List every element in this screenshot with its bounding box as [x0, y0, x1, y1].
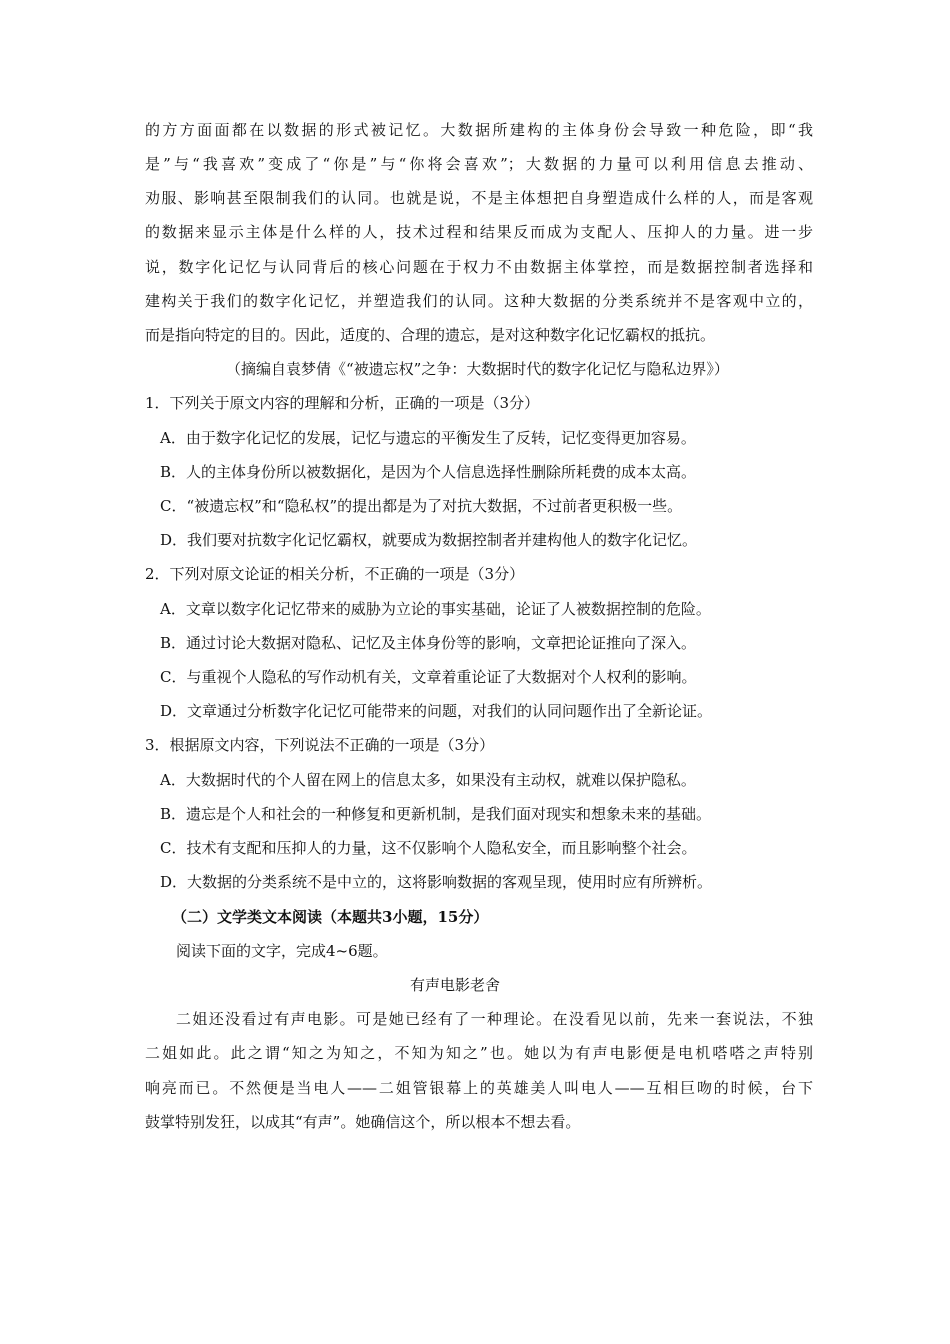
question-option: B．通过讨论大数据对隐私、记忆及主体身份等的影响，文章把论证推向了深入。 — [160, 634, 697, 652]
question-option: C．与重视个人隐私的写作动机有关，文章着重论证了大数据对个人权利的影响。 — [160, 668, 697, 686]
source-citation: （摘编自袁梦倩《“被遗忘权”之争：大数据时代的数字化记忆与隐私边界》） — [226, 360, 729, 378]
passage-line: 建构关于我们的数字化记忆，并塑造我们的认同。这种大数据的分类系统并不是客观中立的， — [145, 292, 813, 310]
question-option: D．文章通过分析数字化记忆可能带来的问题，对我们的认同问题作出了全新论证。 — [160, 702, 713, 720]
question-stem: 2．下列对原文论证的相关分析，不正确的一项是（3分） — [145, 565, 525, 583]
question-option: B．遗忘是个人和社会的一种修复和更新机制，是我们面对现实和想象未来的基础。 — [160, 805, 712, 823]
question-stem: 1．下列关于原文内容的理解和分析，正确的一项是（3分） — [145, 394, 540, 412]
instruction: 阅读下面的文字，完成4~6题。 — [176, 942, 388, 960]
story-line: 响亮而已。不然便是当电人——二姐管银幕上的英雄美人叫电人——互相巨吻的时候，台下 — [145, 1079, 813, 1097]
passage-line: 而是指向特定的目的。因此，适度的、合理的遗忘，是对这种数字化记忆霸权的抵抗。 — [145, 326, 716, 344]
passage-line: 的方方面面都在以数据的形式被记忆。大数据所建构的主体身份会导致一种危险，即“我 — [145, 121, 813, 139]
question-option: C．“被遗忘权”和“隐私权”的提出都是为了对抗大数据，不过前者更积极一些。 — [160, 497, 683, 515]
story-line: 二姐还没看过有声电影。可是她已经有了一种理论。在没看见以前，先来一套说法，不独 — [176, 1010, 813, 1028]
question-option: D．我们要对抗数字化记忆霸权，就要成为数据控制者并建构他人的数字化记忆。 — [160, 531, 698, 549]
question-option: A．大数据时代的个人留在网上的信息太多，如果没有主动权，就难以保护隐私。 — [160, 771, 696, 789]
question-option: C．技术有支配和压抑人的力量，这不仅影响个人隐私安全，而且影响整个社会。 — [160, 839, 697, 857]
passage-line: 劝服、影响甚至限制我们的认同。也就是说，不是主体想把自身塑造成什么样的人，而是客观 — [145, 189, 813, 207]
passage-line: 的数据来显示主体是什么样的人，技术过程和结果反而成为支配人、压抑人的力量。进一步 — [145, 223, 813, 241]
story-line: 鼓掌特别发狂，以成其“有声”。她确信这个，所以根本不想去看。 — [145, 1113, 581, 1131]
story-title: 有声电影老舍 — [410, 976, 501, 994]
question-option: D．大数据的分类系统不是中立的，这将影响数据的客观呈现，使用时应有所辨析。 — [160, 873, 713, 891]
passage-line: 说，数字化记忆与认同背后的核心问题在于权力不由数据主体掌控，而是数据控制者选择和 — [145, 258, 813, 276]
question-option: A．文章以数字化记忆带来的威胁为立论的事实基础，论证了人被数据控制的危险。 — [160, 600, 711, 618]
question-stem: 3．根据原文内容，下列说法不正确的一项是（3分） — [145, 736, 495, 754]
question-option: B．人的主体身份所以被数据化，是因为个人信息选择性删除所耗费的成本太高。 — [160, 463, 697, 481]
story-line: 二姐如此。此之谓“知之为知之，不知为知之”也。她以为有声电影便是电机嗒嗒之声特别 — [145, 1044, 813, 1062]
question-option: A．由于数字化记忆的发展，记忆与遗忘的平衡发生了反转，记忆变得更加容易。 — [160, 429, 696, 447]
passage-line: 是”与“我喜欢”变成了“你是”与“你将会喜欢”；大数据的力量可以利用信息去推动、 — [145, 155, 813, 173]
section-heading: （二）文学类文本阅读（本题共3小题，15分） — [172, 908, 489, 926]
